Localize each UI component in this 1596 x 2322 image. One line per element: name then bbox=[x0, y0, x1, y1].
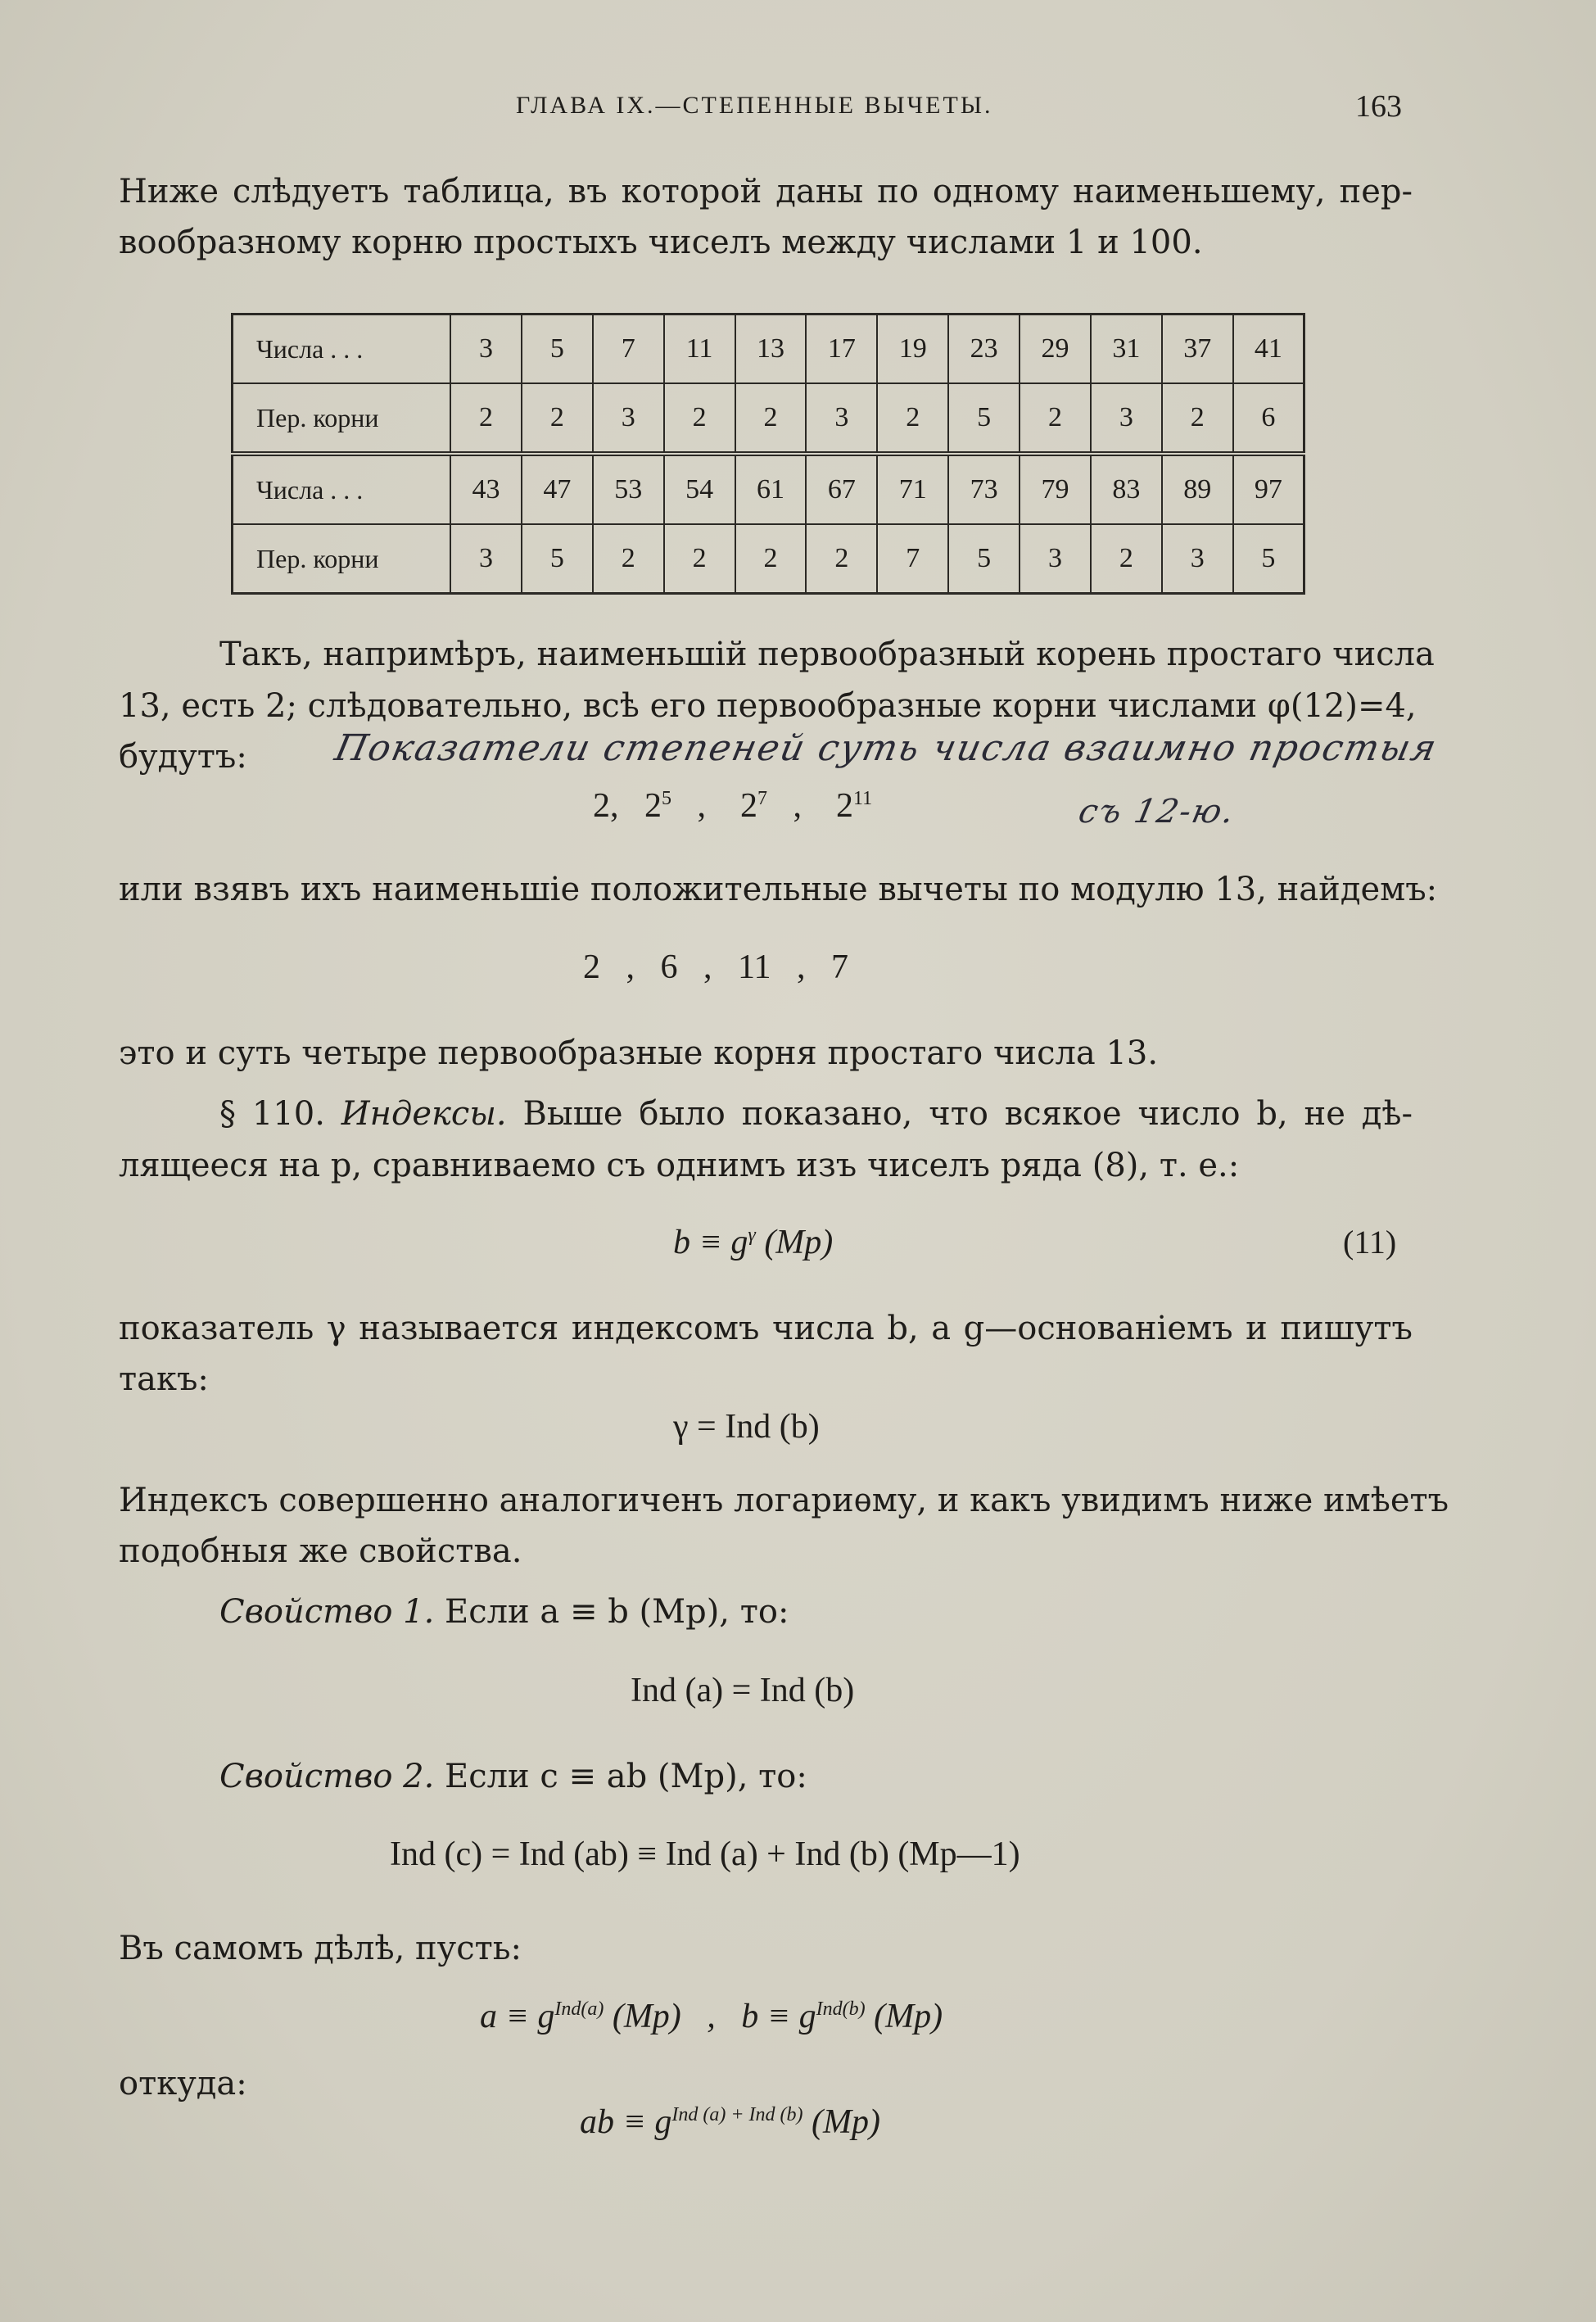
proof-line: Въ самомъ дѣлѣ, пусть: bbox=[119, 1930, 522, 1967]
table-row bbox=[233, 315, 1304, 384]
table-row bbox=[233, 524, 1304, 594]
table-cell: 2 bbox=[593, 524, 664, 594]
table-cell: 37 bbox=[1162, 315, 1233, 384]
table-cell: 29 bbox=[1020, 315, 1091, 384]
property-2-line bbox=[219, 1755, 1202, 1798]
table-cell: 2 bbox=[735, 524, 807, 594]
table-cell: 2 bbox=[735, 383, 807, 454]
property-2-formula: Ind (c) = Ind (ab) ≡ Ind (a) + Ind (b) (Mp—1) bbox=[390, 1835, 1020, 1873]
table-cell: 3 bbox=[1020, 524, 1091, 594]
table-cell: 2 bbox=[664, 524, 735, 594]
table-cell: 17 bbox=[806, 315, 877, 384]
power-3-exp: 7 bbox=[757, 788, 767, 809]
property-1-line bbox=[219, 1591, 1202, 1633]
section-110-line-3: показатель γ называется индексомъ числа b, а g—основаніемъ и пишутъ bbox=[119, 1310, 1413, 1347]
power-4-base: 2 bbox=[836, 787, 853, 825]
table-cell: 73 bbox=[948, 454, 1020, 524]
row-label: Числа . . . bbox=[233, 454, 451, 524]
example-line-3: будутъ: bbox=[119, 738, 247, 776]
power-2-exp: 5 bbox=[662, 788, 671, 809]
table-cell: 43 bbox=[450, 454, 522, 524]
section-title: Индексы. bbox=[341, 1095, 507, 1133]
table-cell: 7 bbox=[593, 315, 664, 384]
table-cell: 3 bbox=[450, 315, 522, 384]
power-4-exp: 11 bbox=[853, 788, 873, 809]
table-cell: 41 bbox=[1233, 315, 1304, 384]
property-1-formula: Ind (a) = Ind (b) bbox=[631, 1672, 855, 1709]
table-cell: 5 bbox=[1233, 524, 1304, 594]
table-cell: 5 bbox=[948, 383, 1020, 454]
table-cell: 2 bbox=[450, 383, 522, 454]
section-110-line-4: такъ: bbox=[119, 1360, 209, 1398]
power-1: 2, bbox=[593, 787, 619, 825]
row-label: Числа . . . bbox=[233, 315, 451, 384]
table-row bbox=[233, 383, 1304, 454]
table-cell: 2 bbox=[1091, 524, 1162, 594]
equation-number-11: (11) bbox=[1343, 1224, 1397, 1261]
property-1-text: Если a ≡ b (Mp), то: bbox=[445, 1593, 789, 1631]
powers-formula: 2, $2^5$ , $2^7$ , $2^{11}$ bbox=[593, 787, 873, 825]
table-cell: 3 bbox=[806, 383, 877, 454]
table-cell: 53 bbox=[593, 454, 664, 524]
power-2-base: 2 bbox=[644, 787, 662, 825]
section-110-line-1 bbox=[219, 1093, 1413, 1135]
running-head: ГЛАВА IX.—СТЕПЕННЫЕ ВЫЧЕТЫ. bbox=[516, 92, 993, 119]
example-line-4: или взявъ ихъ наименьшіе положительные вычеты по модулю 13, найдемъ: bbox=[119, 871, 1438, 908]
handwritten-note-line-1: Показатели степеней суть числа взаимно простыя bbox=[331, 727, 1442, 769]
table-cell: 2 bbox=[664, 383, 735, 454]
property-2-text: Если c ≡ ab (Mp), то: bbox=[445, 1758, 807, 1795]
handwritten-note-line-2: съ 12-ю. bbox=[1075, 793, 1240, 831]
whence-line: откуда: bbox=[119, 2065, 247, 2102]
table-cell: 5 bbox=[522, 315, 593, 384]
residues-formula: 2 , 6 , 11 , 7 bbox=[583, 948, 848, 986]
table-cell: 5 bbox=[522, 524, 593, 594]
example-line-1: Такъ, напримѣръ, наименьшій первообразный корень простаго числа bbox=[219, 636, 1435, 673]
formula-11: $b \equiv g^\gamma$ (Mp) bbox=[673, 1224, 834, 1261]
table-cell: 2 bbox=[522, 383, 593, 454]
table-cell: 13 bbox=[735, 315, 807, 384]
proof-formula-2: ab ≡ $g^{Ind (a) + Ind (b)}$ (Mp) bbox=[580, 2103, 880, 2141]
table-cell: 54 bbox=[664, 454, 735, 524]
table-cell: 6 bbox=[1233, 383, 1304, 454]
table-cell: 2 bbox=[1162, 383, 1233, 454]
table-cell: 79 bbox=[1020, 454, 1091, 524]
property-1-label: Свойство 1. bbox=[219, 1593, 435, 1631]
table-cell: 67 bbox=[806, 454, 877, 524]
intro-line-1: Ниже слѣдуетъ таблица, въ которой даны по одному наименьшему, пер- bbox=[119, 173, 1413, 210]
property-2-label: Свойство 2. bbox=[219, 1758, 435, 1795]
table-cell: 83 bbox=[1091, 454, 1162, 524]
row-label: Пер. корни bbox=[233, 383, 451, 454]
table-cell: 97 bbox=[1233, 454, 1304, 524]
table-cell: 5 bbox=[948, 524, 1020, 594]
section-110-line-2: лящееся на p, сравниваемо съ однимъ изъ чиселъ ряда (8), т. е.: bbox=[119, 1147, 1240, 1184]
table-cell: 11 bbox=[664, 315, 735, 384]
table-cell: 3 bbox=[450, 524, 522, 594]
proof-formula-1: $a \equiv g^{Ind(a)}$ (Mp) , $b \equiv g^{Ind(b)}$ (Mp) bbox=[480, 1998, 943, 2035]
intro-line-2: вообразному корню простыхъ чиселъ между числами 1 и 100. bbox=[119, 224, 1203, 261]
table-cell: 47 bbox=[522, 454, 593, 524]
primitive-roots-table bbox=[231, 313, 1305, 595]
table-cell: 2 bbox=[877, 383, 948, 454]
table-cell: 7 bbox=[877, 524, 948, 594]
page-number: 163 bbox=[1355, 89, 1402, 124]
power-3-base: 2 bbox=[740, 787, 757, 825]
table-row bbox=[233, 454, 1304, 524]
table-cell: 3 bbox=[1091, 383, 1162, 454]
table-cell: 89 bbox=[1162, 454, 1233, 524]
section-110-line-1-rest: Выше было показано, что всякое число b, не дѣ- bbox=[522, 1095, 1413, 1133]
section-110-line-6: подобныя же свойства. bbox=[119, 1532, 522, 1570]
section-number: § 110. bbox=[219, 1095, 325, 1133]
example-line-5: это и суть четыре первообразные корня простаго числа 13. bbox=[119, 1034, 1159, 1072]
table-cell: 71 bbox=[877, 454, 948, 524]
table-cell: 19 bbox=[877, 315, 948, 384]
table-cell: 61 bbox=[735, 454, 807, 524]
table-cell: 3 bbox=[593, 383, 664, 454]
table-cell: 31 bbox=[1091, 315, 1162, 384]
row-label: Пер. корни bbox=[233, 524, 451, 594]
table-cell: 2 bbox=[1020, 383, 1091, 454]
formula-ind-gamma: γ = Ind (b) bbox=[673, 1408, 820, 1446]
example-line-2: 13, есть 2; слѣдовательно, всѣ его первообразные корни числами φ(12)=4, bbox=[119, 687, 1417, 725]
table-cell: 2 bbox=[806, 524, 877, 594]
section-110-line-5: Индексъ совершенно аналогиченъ логариѳму, и какъ увидимъ ниже имѣетъ bbox=[119, 1482, 1449, 1519]
table-cell: 23 bbox=[948, 315, 1020, 384]
table-cell: 3 bbox=[1162, 524, 1233, 594]
